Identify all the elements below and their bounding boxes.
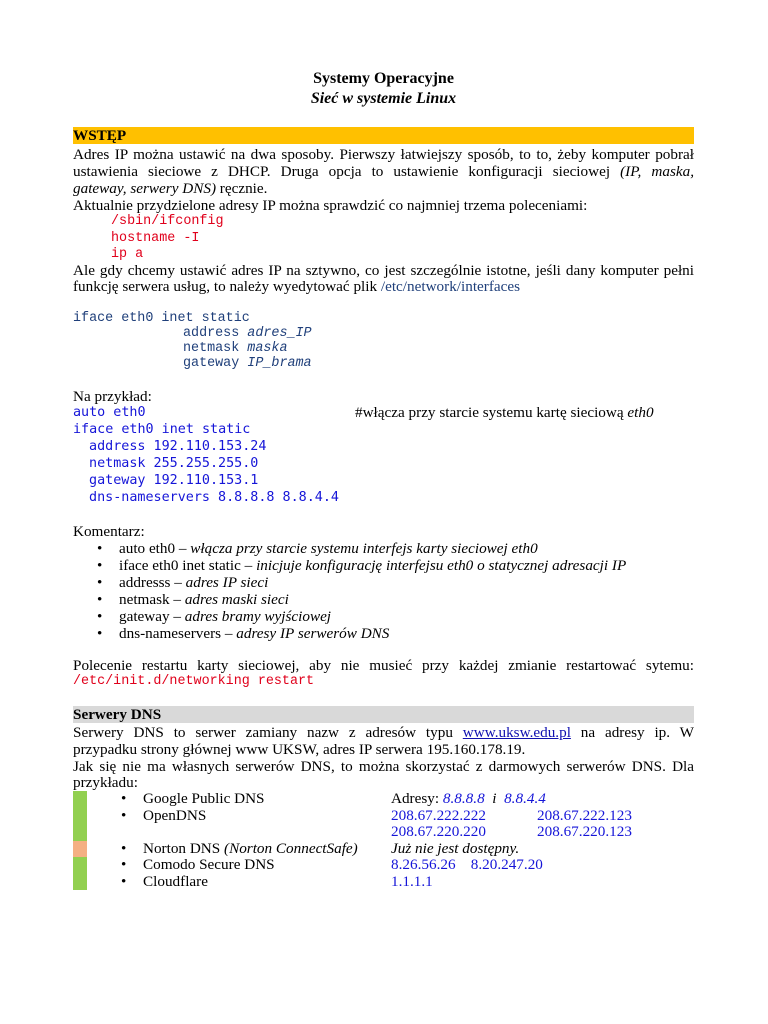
section-heading-intro: WSTĘP bbox=[73, 127, 694, 144]
list-item bbox=[93, 540, 626, 557]
comments-label: Komentarz: bbox=[73, 523, 145, 540]
intro-text: ustawienia sieciowe z DHCP. Druga opcja to ustawienie konfiguracji sieciowej bbox=[73, 163, 611, 180]
provider-text: Norton DNS bbox=[143, 839, 225, 857]
intro-line-2 bbox=[73, 163, 694, 180]
template-key: netmask bbox=[183, 341, 248, 356]
intro-text: ręcznie. bbox=[216, 180, 268, 197]
example-line-auto: auto eth0 bbox=[73, 405, 146, 420]
document-title: Systemy Operacyjne bbox=[313, 70, 454, 87]
availability-swatch bbox=[73, 808, 87, 841]
dns-row-opendns bbox=[73, 808, 694, 841]
comment-desc: adres maski sieci bbox=[184, 591, 289, 608]
dns-line-4: przykładu: bbox=[73, 774, 138, 791]
dns-provider-name: • Google Public DNS bbox=[143, 791, 265, 808]
dns-address: 8.8.4.4 bbox=[504, 790, 546, 807]
dns-row-cloudflare bbox=[73, 874, 694, 891]
dns-address: 1.1.1.1 bbox=[391, 872, 433, 890]
dns-row-norton bbox=[73, 841, 694, 858]
addresses-prefix: Adresy: bbox=[391, 790, 443, 807]
example-line-netmask: netmask 255.255.255.0 bbox=[81, 456, 259, 471]
intro-line-3 bbox=[73, 180, 694, 197]
dns-provider-name: • Comodo Secure DNS bbox=[143, 857, 275, 874]
comment-desc: adres IP sieci bbox=[185, 574, 269, 591]
template-value: IP_brama bbox=[247, 356, 312, 371]
dns-text: Serwery DNS to serwer zamiany nazw z adresów typu bbox=[73, 724, 463, 741]
intro-line-5: Ale gdy chcemy ustawić adres IP na sztywno, co jest szczególnie istotne, jeśli dany komputer pełni bbox=[73, 262, 694, 279]
example-line-gateway: gateway 192.110.153.1 bbox=[81, 473, 259, 488]
command-hostname: hostname -I bbox=[111, 231, 200, 246]
document-subtitle: Sieć w systemie Linux bbox=[310, 90, 457, 107]
dns-address: 208.67.220.123 bbox=[537, 823, 632, 840]
conjunction: i bbox=[492, 790, 497, 807]
availability-swatch bbox=[73, 791, 87, 808]
template-iface: iface eth0 inet static bbox=[73, 311, 250, 326]
dns-provider-name bbox=[143, 841, 358, 858]
interfaces-file-path: /etc/network/interfaces bbox=[380, 278, 521, 295]
dns-address: 8.26.56.26 bbox=[391, 856, 456, 873]
intro-italic: (IP, maska, bbox=[620, 163, 694, 180]
dns-address: 208.67.220.220 bbox=[391, 823, 486, 840]
dns-line-2: przypadku strony głównej www UKSW, adres IP serwera 195.160.178.19. bbox=[73, 741, 526, 758]
availability-swatch bbox=[73, 874, 87, 891]
template-key: address bbox=[183, 326, 248, 341]
comment-term: netmask – bbox=[119, 591, 185, 608]
example-line-dns: dns-nameservers 8.8.8.8 8.8.4.4 bbox=[81, 490, 339, 505]
example-comment bbox=[355, 404, 695, 421]
dns-provider-name: • OpenDNS bbox=[143, 808, 206, 825]
comment-italic: eth0 bbox=[627, 404, 654, 421]
list-item bbox=[93, 608, 626, 625]
restart-command: /etc/init.d/networking restart bbox=[73, 674, 315, 689]
comment-term: gateway – bbox=[119, 608, 185, 625]
dns-status: Już nie jest dostępny. bbox=[391, 839, 520, 857]
dns-line-3: Jak się nie ma własnych serwerów DNS, to można skorzystać z darmowych serwerów DNS. Dla bbox=[73, 758, 694, 775]
comment-term: addresss – bbox=[119, 574, 186, 591]
dns-address: 8.8.8.8 bbox=[442, 790, 485, 807]
example-line-address: address 192.110.153.24 bbox=[81, 439, 267, 454]
comment-term: iface eth0 inet static – bbox=[119, 557, 257, 574]
dns-address: 208.67.222.123 bbox=[537, 806, 632, 824]
section-heading-dns: Serwery DNS bbox=[73, 706, 694, 723]
intro-line-4: Aktualnie przydzielone adresy IP można sprawdzić co najmniej trzema poleceniami: bbox=[73, 197, 588, 214]
list-item bbox=[93, 574, 626, 591]
comment-text: #włącza przy starcie systemu kartę sieciową bbox=[355, 404, 628, 421]
template-value: maska bbox=[247, 341, 288, 356]
dns-address: 8.20.247.20 bbox=[470, 856, 543, 873]
template-gateway bbox=[183, 355, 768, 372]
intro-text: funkcję serwera usług, to należy wyedytować plik bbox=[73, 278, 381, 295]
list-item bbox=[93, 625, 626, 642]
intro-line-1: Adres IP można ustawić na dwa sposoby. Pierwszy łatwiejszy sposób, to to, żeby komputer pobrał bbox=[73, 146, 694, 163]
comment-desc: włącza przy starcie systemu interfejs karty sieciowej eth0 bbox=[190, 540, 538, 557]
dns-row-comodo bbox=[73, 857, 694, 874]
dns-addresses bbox=[391, 791, 546, 808]
dns-line-1 bbox=[73, 724, 694, 741]
dns-row-google bbox=[73, 791, 694, 808]
comment-term: auto eth0 – bbox=[119, 540, 191, 557]
example-line-iface: iface eth0 inet static bbox=[73, 422, 251, 437]
command-ifconfig: /sbin/ifconfig bbox=[111, 214, 224, 229]
dns-addresses bbox=[391, 857, 543, 874]
uksw-link[interactable]: www.uksw.edu.pl bbox=[462, 724, 571, 741]
availability-swatch bbox=[73, 841, 87, 858]
comment-desc: adres bramy wyjściowej bbox=[184, 608, 332, 625]
restart-line: Polecenie restartu karty sieciowej, aby nie musieć przy każdej zmianie restartować sytemu: bbox=[73, 657, 694, 674]
comments-list bbox=[93, 540, 626, 642]
template-key: gateway bbox=[183, 356, 248, 371]
comment-term: dns-nameservers – bbox=[119, 625, 237, 642]
provider-italic: (Norton ConnectSafe) bbox=[224, 839, 358, 857]
intro-italic: gateway, serwery DNS) bbox=[73, 180, 216, 197]
list-item bbox=[93, 557, 626, 574]
intro-line-6 bbox=[73, 278, 694, 295]
dns-address: 208.67.222.222 bbox=[391, 806, 486, 824]
comment-desc: inicjuje konfigurację interfejsu eth0 o statycznej adresacji IP bbox=[256, 557, 627, 574]
availability-swatch bbox=[73, 857, 87, 874]
comment-desc: adresy IP serwerów DNS bbox=[236, 625, 390, 642]
example-label: Na przykład: bbox=[73, 388, 152, 405]
command-ip: ip a bbox=[111, 247, 144, 262]
dns-provider-name: • Cloudflare bbox=[143, 874, 208, 891]
dns-text: na adresy ip. W bbox=[570, 724, 694, 741]
list-item bbox=[93, 591, 626, 608]
template-value: adres_IP bbox=[247, 326, 312, 341]
